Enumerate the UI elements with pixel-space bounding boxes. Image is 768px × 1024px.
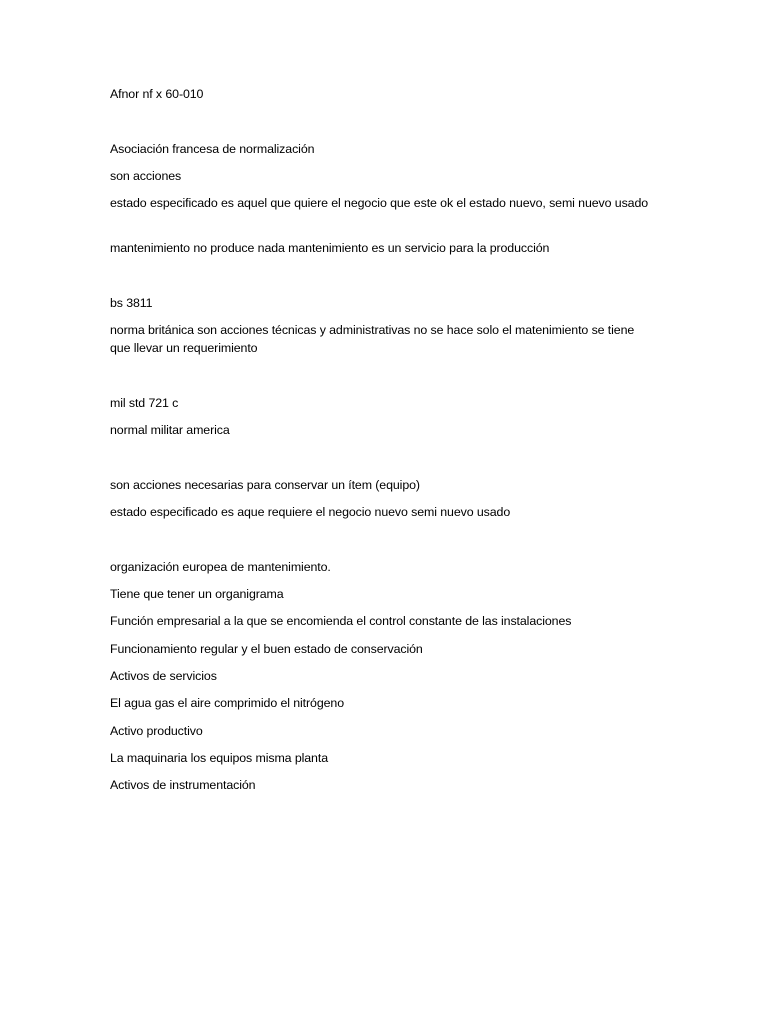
text-line: Asociación francesa de normalización <box>110 142 315 156</box>
text-line: mantenimiento no produce nada mantenimiento es un servicio para la producción <box>110 241 550 255</box>
text-paragraph: estado especificado es aquel que quiere el negocio que este ok el estado nuevo, semi nuevo usado <box>110 196 649 210</box>
text-line: Activos de servicios <box>110 669 217 683</box>
heading-mil-std: mil std 721 c <box>110 396 179 410</box>
text-line: son acciones necesarias para conservar un ítem (equipo) <box>110 478 420 492</box>
heading-afnor: Afnor nf x 60-010 <box>110 87 204 101</box>
text-line: Función empresarial a la que se encomienda el control constante de las instalaciones <box>110 614 572 628</box>
text-line: organización europea de mantenimiento. <box>110 560 331 574</box>
text-line: Activo productivo <box>110 724 203 738</box>
text-line: Tiene que tener un organigrama <box>110 587 284 601</box>
text-line: Activos de instrumentación <box>110 778 256 792</box>
text-line: normal militar america <box>110 423 230 437</box>
text-line: estado especificado es aque requiere el negocio nuevo semi nuevo usado <box>110 505 511 519</box>
heading-bs: bs 3811 <box>110 296 153 310</box>
text-line: son acciones <box>110 169 182 183</box>
text-line: El agua gas el aire comprimido el nitrógeno <box>110 696 345 710</box>
text-paragraph: norma británica son acciones técnicas y administrativas no se hace solo el matenimiento se tiene que llevar un requerimiento <box>110 323 635 355</box>
text-line: Funcionamiento regular y el buen estado de conservación <box>110 642 423 656</box>
text-line: La maquinaria los equipos misma planta <box>110 751 328 765</box>
